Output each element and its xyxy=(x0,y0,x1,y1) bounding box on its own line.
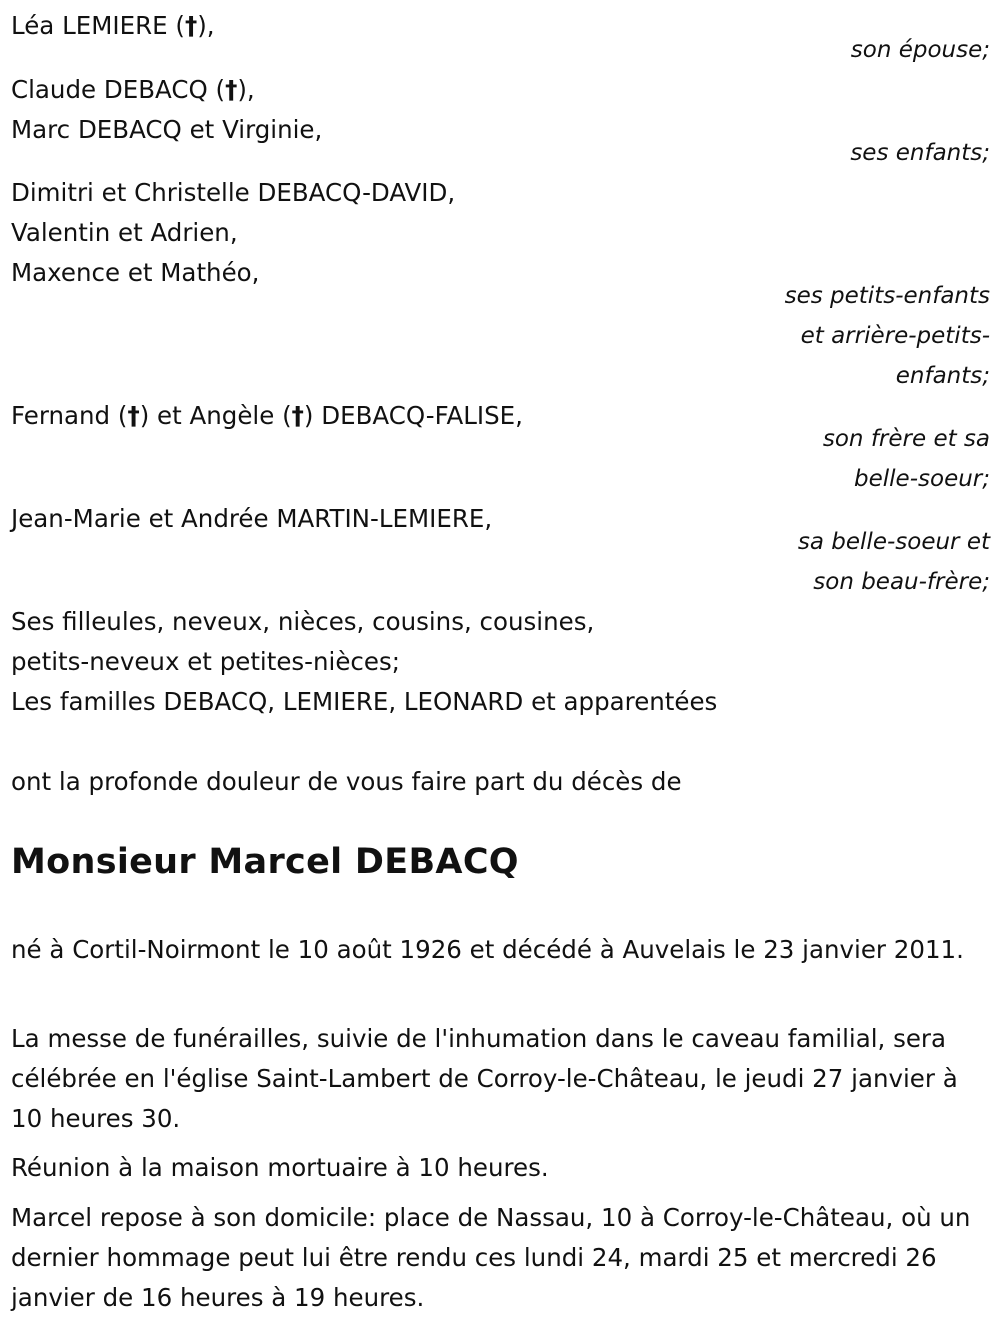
extended-family-line-1: Ses filleules, neveux, nièces, cousins, cousines, xyxy=(11,607,595,636)
extended-family-line-2: petits-neveux et petites-nièces; xyxy=(11,647,400,676)
birth-death-paragraph: né à Cortil-Noirmont le 10 août 1926 et décédé à Auvelais le 23 janvier 2011. xyxy=(11,935,964,964)
inlaws-line: Jean-Marie et Andrée MARTIN-LEMIERE, xyxy=(11,504,493,533)
grandchildren-line-1: Dimitri et Christelle DEBACQ-DAVID, xyxy=(11,178,456,207)
spouse-line: Léa LEMIERE (†), xyxy=(11,11,215,40)
sibling-relation-2: belle-soeur; xyxy=(854,466,990,492)
cross-icon: † xyxy=(184,11,198,40)
sibling-relation-1: son frère et sa xyxy=(822,426,990,452)
children-relation: ses enfants; xyxy=(850,140,990,166)
cross-icon: † xyxy=(291,401,304,430)
meeting-paragraph: Réunion à la maison mortuaire à 10 heures. xyxy=(11,1153,549,1182)
spouse-suffix: ), xyxy=(197,11,215,40)
grandchildren-line-2: Valentin et Adrien, xyxy=(11,218,238,247)
grandchildren-relation-1: ses petits-enfants xyxy=(784,283,990,309)
grandchildren-relation-2: et arrière-petits- xyxy=(800,323,990,349)
sibling-part-1: Fernand ( xyxy=(11,401,128,430)
inlaws-relation-1: sa belle-soeur et xyxy=(797,529,990,555)
cross-icon: † xyxy=(127,401,140,430)
grandchildren-line-3: Maxence et Mathéo, xyxy=(11,258,260,287)
sibling-line xyxy=(11,396,523,436)
child1-name: Claude DEBACQ xyxy=(11,75,208,104)
grandchildren-relation-3: enfants; xyxy=(895,363,990,389)
child1-suffix: ), xyxy=(237,75,255,104)
visitation-paragraph: Marcel repose à son domicile: place de Nassau, 10 à Corroy-le-Château, où un dernier hommage peut lui être rendu ces lundi 24, mardi 25 et mercredi 26 janvier de 16 heures à 19 heures. xyxy=(11,1203,971,1312)
announcement-text: ont la profonde douleur de vous faire part du décès de xyxy=(11,767,682,796)
sibling-part-2: ) et Angèle ( xyxy=(139,401,292,430)
child2-line: Marc DEBACQ et Virginie, xyxy=(11,115,323,144)
funeral-paragraph: La messe de funérailles, suivie de l'inhumation dans le caveau familial, sera célébrée en l'église Saint-Lambert de Corroy-le-Château, le jeudi 27 janvier à 10 heures 30. xyxy=(11,1024,958,1133)
deceased-name: Monsieur Marcel DEBACQ xyxy=(11,842,519,882)
inlaws-relation-2: son beau-frère; xyxy=(813,569,990,595)
child1-line: Claude DEBACQ (†), xyxy=(11,75,255,104)
cross-icon: † xyxy=(225,75,238,104)
extended-family-line-3: Les familles DEBACQ, LEMIERE, LEONARD et apparentées xyxy=(11,687,718,716)
spouse-name: Léa LEMIERE xyxy=(11,11,168,40)
spouse-relation: son épouse; xyxy=(850,37,990,63)
sibling-part-3: ) DEBACQ-FALISE, xyxy=(303,401,523,430)
